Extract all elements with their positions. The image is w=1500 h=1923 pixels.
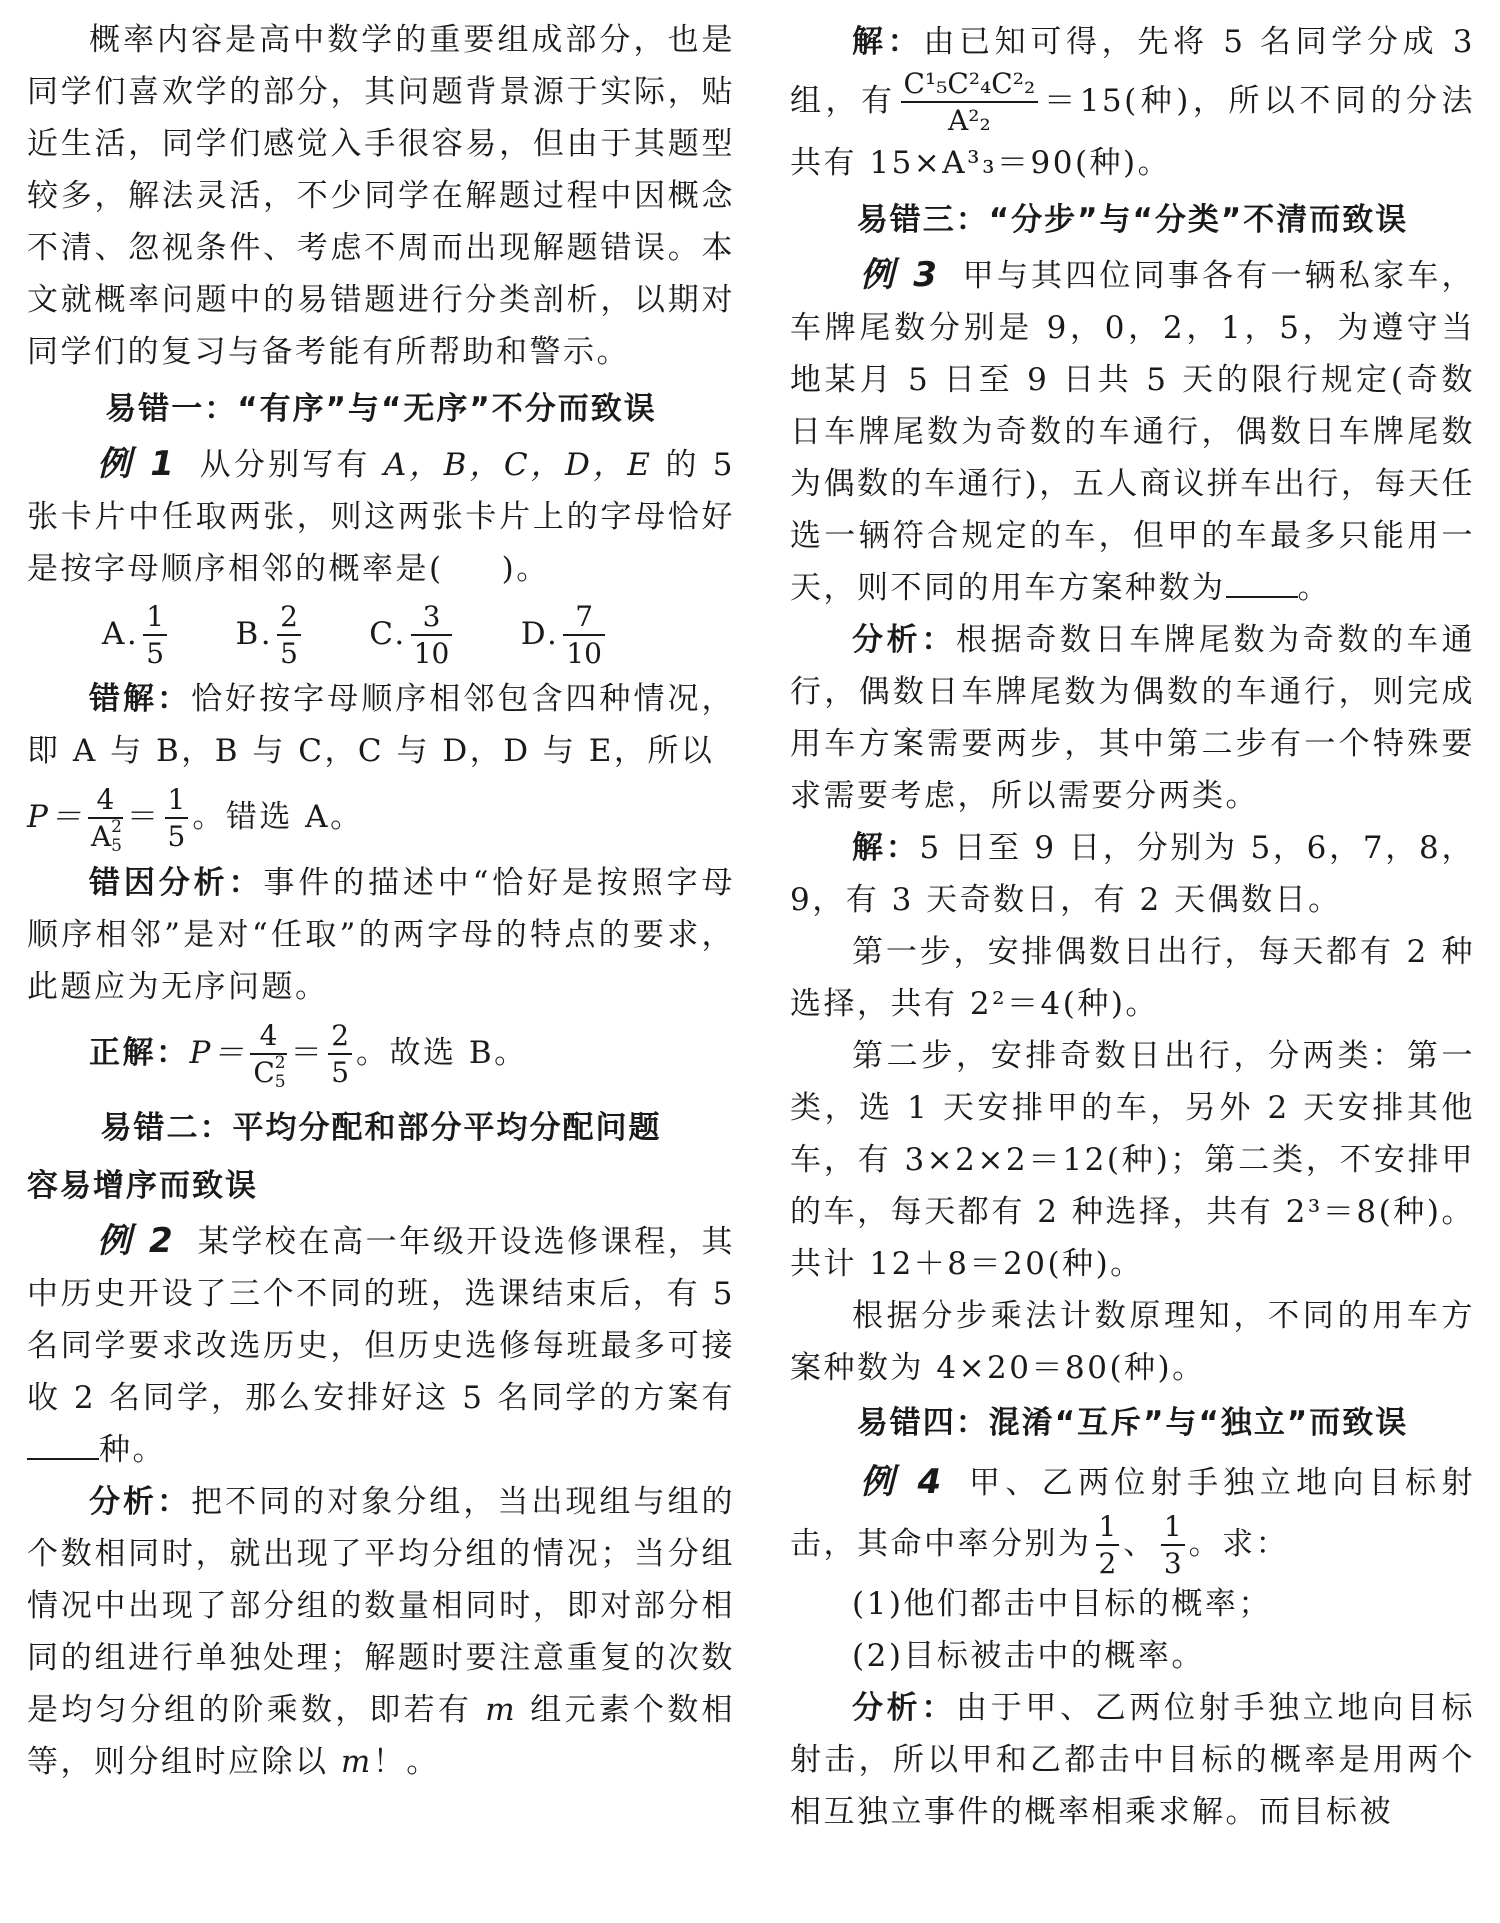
wrong-solution-text: 恰好按字母顺序相邻包含四种情况，即 A 与 B，B 与 C，C 与 D，D 与 E，所以	[27, 681, 736, 769]
solution-2: 解：由已知可得，先将 5 名同学分成 3 组，有 $\frac{\text{C¹₅C²₄C²₂}}{\text{A²₂}}$ ＝15(种)，所以不同的分法共有 15×A³₃＝90(种)。	[790, 24, 1476, 181]
right-column	[790, 14, 1475, 1838]
choice-b: B. $\frac{2}{5}$	[235, 595, 304, 673]
wrong-solution-label: 错解：	[89, 681, 192, 717]
solution-3-label: 解：	[852, 830, 920, 866]
example-1-text-b: 的 5 张卡片中任取两张，则这两张卡片上的字母恰好是按字母顺序相邻的概率是(	[27, 447, 736, 587]
example-1-letters: A，B，C，D，E	[383, 447, 653, 483]
example-4-label: 例 4	[860, 1462, 945, 1502]
left-column	[27, 14, 735, 1788]
answer-blank-3	[1226, 566, 1298, 598]
intro-paragraph: 概率内容是高中数学的重要组成部分，也是同学们喜欢学的部分，其问题背景源于实际，贴近生活，同学们感觉入手很容易，但由于其题型较多，解法灵活，不少同学在解题过程中因概念不清、忽视条件、考虑不周而出现解题错误。本文就概率问题中的易错题进行分类剖析，以期对同学们的复习与备考能有所帮助和警示。	[27, 22, 735, 370]
heading-error-2-line-1: 易错二：平均分配和部分平均分配问题	[100, 1110, 662, 1146]
solution-3-step-1: 第一步，安排偶数日出行，每天都有 2 种选择，共有 2²＝4(种)。	[790, 934, 1475, 1022]
example-1-label: 例 1	[97, 444, 177, 484]
answer-blank	[27, 1428, 99, 1460]
example-1-text-a: 从分别写有	[198, 447, 371, 483]
analysis-2-label: 分析：	[89, 1484, 192, 1520]
solution-3-conclusion: 根据分步乘法计数原理知，不同的用车方案种数为 4×20＝80(种)。	[790, 1298, 1475, 1386]
heading-error-3: 易错三：“分步”与“分类”不清而致误	[856, 202, 1409, 238]
analysis-2: 分析：把不同的对象分组，当出现组与组的个数相同时，就出现了平均分组的情况；当分组情况中出现了部分组的数量相同时，即对部分相同的组进行单独处理；解题时要注意重复的次数是均匀分组的阶乘数，即若有 m 组元素个数相等，则分组时应除以 m！。	[27, 1484, 736, 1780]
solution-3-step-2: 第二步，安排奇数日出行，分两类：第一类，选 1 天安排甲的车，另外 2 天安排其他车，有 3×2×2＝12(种)；第二类，不安排甲的车，每天都有 2 种选择，共有 2³＝8(种)。共计 12＋8＝20(种)。	[790, 1038, 1475, 1282]
choice-d: D. $\frac{7}{10}$	[521, 595, 609, 673]
analysis-3: 分析：根据奇数日车牌尾数为奇数的车通行，偶数日车牌尾数为偶数的车通行，则完成用车方案需要两步，其中第二步有一个特殊要求需要考虑，所以需要分两类。	[790, 622, 1476, 814]
example-4: 例 4 甲、乙两位射手独立地向目标射击，其命中率分别为 $\frac{1}{2}$ 、 $\frac{1}{3}$ 。求：	[790, 1462, 1475, 1580]
wrong-solution-formula: P＝ 4 A 2 5 ＝ $\frac{1}{5}$ 。错选 A。	[27, 783, 364, 856]
solution-2-label: 解：	[852, 24, 924, 60]
analysis-4-label: 分析：	[852, 1690, 957, 1726]
analysis-4: 分析：由于甲、乙两位射手独立地向目标射击，所以甲和乙都击中目标的概率是用两个相互独立事件的概率相乘求解。而目标被	[790, 1690, 1476, 1830]
correct-solution-label: 正解：	[89, 1035, 190, 1071]
example-1-choices	[102, 595, 735, 673]
analysis-2-text: 把不同的对象分组，当出现组与组的个数相同时，就出现了平均分组的情况；当分组情况中出现了部分组的数量相同时，即对部分相同的组进行单独处理；解题时要注意重复的次数是均匀分组的阶乘数，即若有	[27, 1484, 736, 1728]
error-reason-text: 事件的描述中“恰好是按照字母顺序相邻”是对“任取”的两字母的特点的要求，此题应为无序问题。	[27, 865, 736, 1005]
example-3-text: 甲与其四位同事各有一辆私家车，车牌尾数分别是 9，0，2，1，5，为遵守当地某月 5 日至 9 日共 5 天的限行规定(奇数日车牌尾数为奇数的车通行，偶数日车牌尾数为偶数的车通行)，五人商议拼车出行，每天任选一辆符合规定的车，但甲的车最多只能用一天，则不同的用车方案种数为	[790, 258, 1475, 606]
example-1	[27, 438, 735, 595]
analysis-3-label: 分析：	[852, 622, 957, 658]
choice-c: C. $\frac{3}{10}$	[369, 595, 456, 673]
example-3-label: 例 3	[860, 255, 940, 295]
choice-a: A. $\frac{1}{5}$	[102, 595, 171, 673]
solution-2-fraction: $\frac{\text{C¹₅C²₄C²₂}}{\text{A²₂}}$	[901, 70, 1039, 135]
example-1-text-c: )。	[501, 551, 550, 587]
question-2: (2)目标被击中的概率。	[852, 1638, 1205, 1674]
example-3: 例 3 甲与其四位同事各有一辆私家车，车牌尾数分别是 9，0，2，1，5，为遵守当地某月 5 日至 9 日共 5 天的限行规定(奇数日车牌尾数为奇数的车通行，偶数日车牌尾数为偶数的车通行)，五人商议拼车出行，每天任选一辆符合规定的车，但甲的车最多只能用一天，则不同的用车方案种数为 。	[790, 255, 1475, 606]
solution-3: 解：5 日至 9 日，分别为 5，6，7，8，9，有 3 天奇数日，有 2 天偶数日。	[790, 830, 1475, 918]
heading-error-4: 易错四：混淆“互斥”与“独立”而致误	[856, 1405, 1409, 1441]
example-2: 例 2 某学校在高一年级开设选修课程，其中历史开设了三个不同的班，选课结束后，有 5 名同学要求改选历史，但历史选修每班最多可接收 2 名同学，那么安排好这 5 名同学的方案有种。	[27, 1221, 736, 1468]
question-1: (1)他们都击中目标的概率；	[852, 1586, 1272, 1622]
error-reason	[27, 857, 735, 1013]
correct-solution: 正解：P＝ 4 C 2 5 ＝ $\frac{2}{5}$ 。故选 B。	[89, 1019, 528, 1092]
wrong-solution	[27, 673, 735, 777]
heading-error-1: 易错一：“有序”与“无序”不分而致误	[105, 391, 657, 427]
example-2-label: 例 2	[97, 1221, 176, 1261]
heading-error-2-line-2: 容易增序而致误	[27, 1168, 258, 1204]
example-2-text: 某学校在高一年级开设选修课程，其中历史开设了三个不同的班，选课结束后，有 5 名同学要求改选历史，但历史选修每班最多可接收 2 名同学，那么安排好这 5 名同学的方案有	[27, 1224, 736, 1416]
error-reason-label: 错因分析：	[89, 865, 264, 901]
